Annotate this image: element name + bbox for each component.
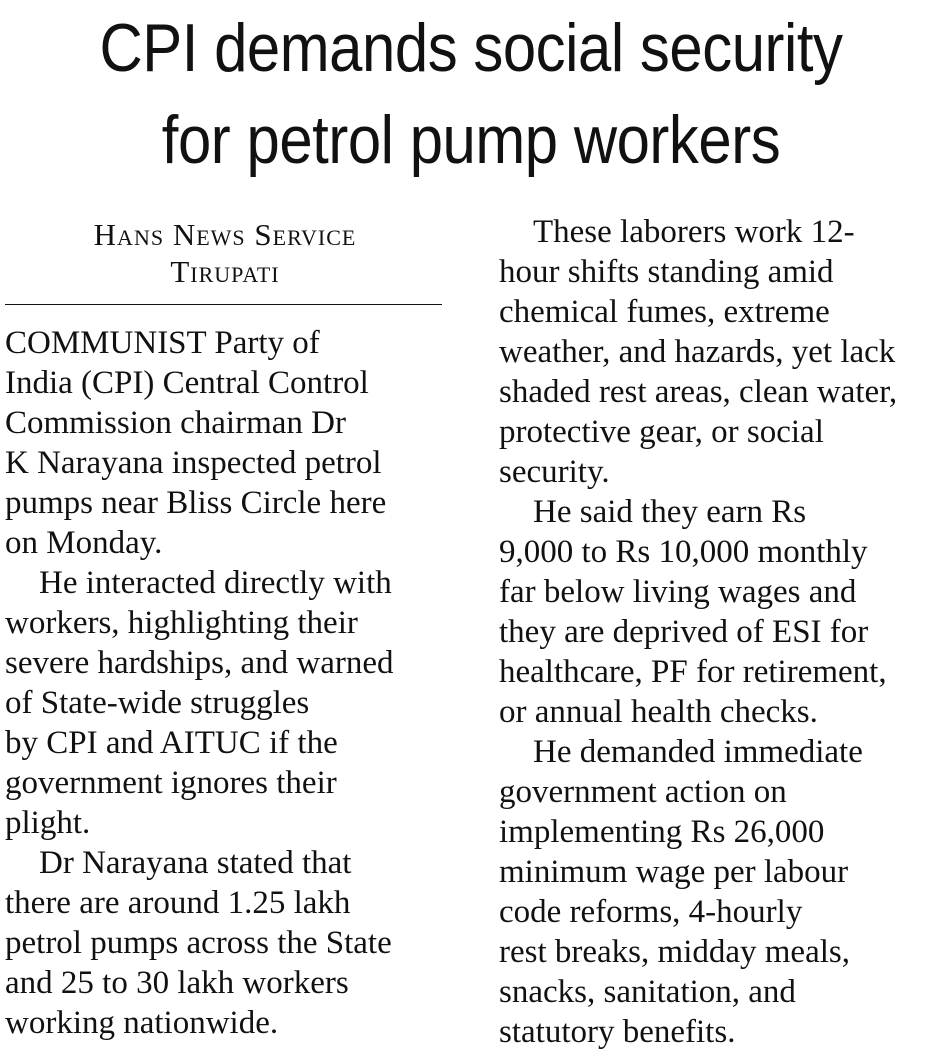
headline: [57, 2, 886, 186]
body-line: weather, and hazards, yet lack: [499, 334, 896, 370]
body-line: statutory benefits.: [499, 1014, 736, 1050]
body-line: government ignores their: [5, 765, 337, 801]
body-line: pumps near Bliss Circle here: [5, 485, 387, 521]
byline-divider: [5, 304, 442, 305]
body-line: snacks, sanitation, and: [499, 974, 796, 1010]
body-line: security.: [499, 454, 610, 490]
body-line: He interacted directly with: [39, 565, 392, 601]
body-line: code reforms, 4-hourly: [499, 894, 803, 930]
body-line: and 25 to 30 lakh workers: [5, 965, 349, 1001]
body-line: minimum wage per labour: [499, 854, 849, 890]
body-line: far below living wages and: [499, 574, 857, 610]
body-line: implementing Rs 26,000: [499, 814, 825, 850]
byline: [5, 216, 445, 290]
body-line: These laborers work 12-: [533, 214, 855, 250]
headline-line-2: for petrol pump workers: [161, 102, 781, 178]
body-line: plight.: [5, 805, 91, 841]
body-line: 9,000 to Rs 10,000 monthly: [499, 534, 868, 570]
body-line: by CPI and AITUC if the: [5, 725, 338, 761]
byline-place: Tirupati: [170, 254, 280, 289]
body-line: government action on: [499, 774, 787, 810]
body-line: hour shifts standing amid: [499, 254, 834, 290]
body-line: India (CPI) Central Control: [5, 365, 369, 401]
body-line: He demanded immediate: [533, 734, 863, 770]
byline-agency: Hans News Service: [93, 217, 357, 252]
body-line: COMMUNIST Party of: [5, 325, 320, 361]
body-line: K Narayana inspected petrol: [5, 445, 382, 481]
left-column-text: [5, 323, 445, 1043]
body-line: chemical fumes, extreme: [499, 294, 830, 330]
body-line: petrol pumps across the State: [5, 925, 392, 961]
body-line: rest breaks, midday meals,: [499, 934, 850, 970]
body-line: severe hardships, and warned: [5, 645, 394, 681]
body-line: shaded rest areas, clean water,: [499, 374, 898, 410]
body-line: of State-wide struggles: [5, 685, 310, 721]
right-column: [499, 212, 942, 1052]
body-line: on Monday.: [5, 525, 163, 561]
body-line: Dr Narayana stated that: [39, 845, 352, 881]
body-line: Commission chairman Dr: [5, 405, 346, 441]
body-line: there are around 1.25 lakh: [5, 885, 351, 921]
body-line: or annual health checks.: [499, 694, 818, 730]
body-line: they are deprived of ESI for: [499, 614, 869, 650]
body-line: healthcare, PF for retirement,: [499, 654, 887, 690]
body-line: protective gear, or social: [499, 414, 824, 450]
left-column: [5, 212, 445, 1043]
body-line: He said they earn Rs: [533, 494, 807, 530]
body-line: working nationwide.: [5, 1005, 279, 1041]
headline-line-1: CPI demands social security: [99, 10, 843, 86]
body-line: workers, highlighting their: [5, 605, 358, 641]
